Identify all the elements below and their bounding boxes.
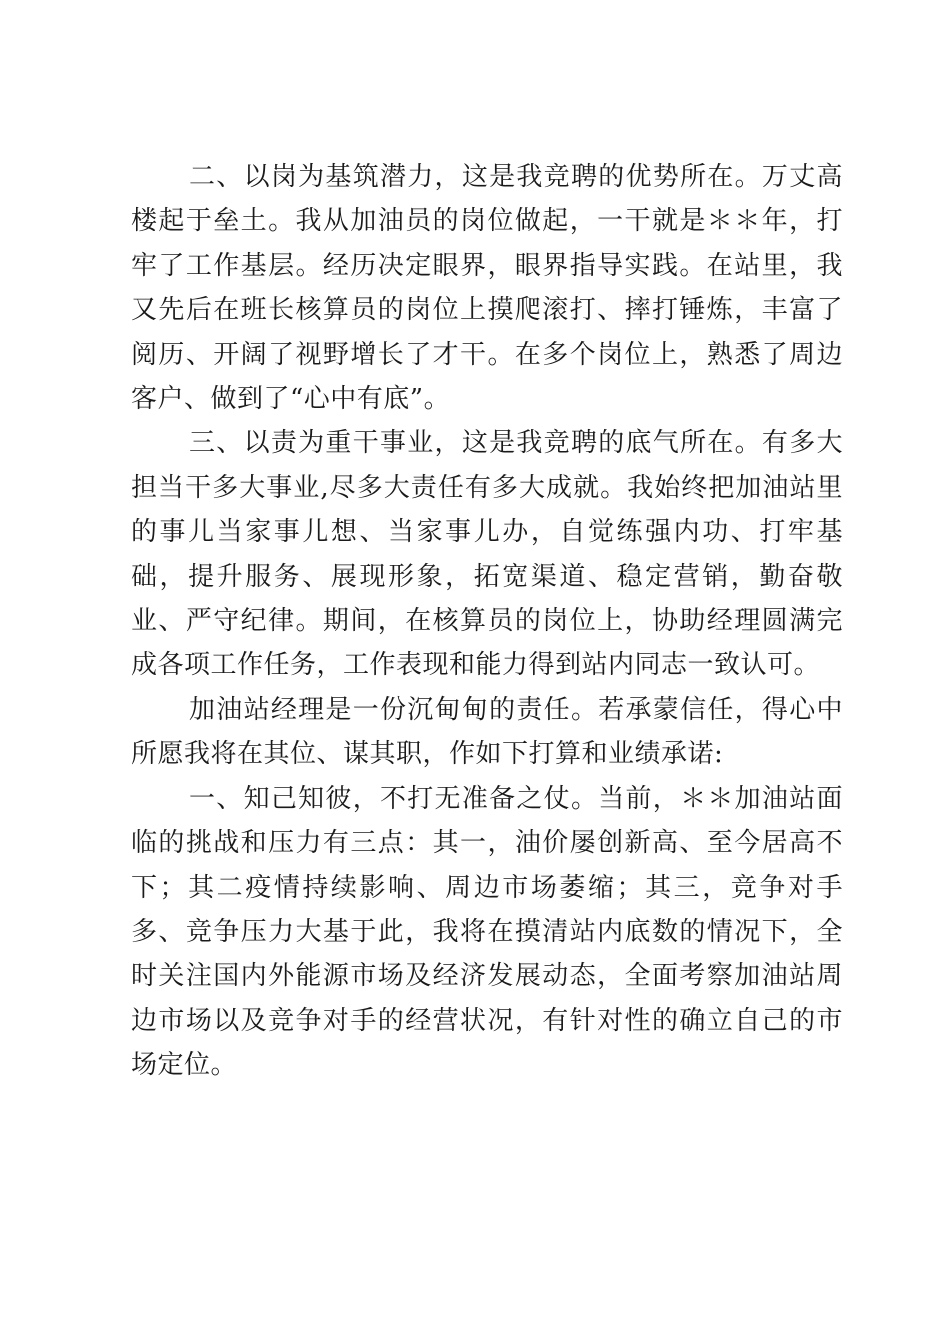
paragraph-commitment-intro: 加油站经理是一份沉甸甸的责任。若承蒙信任，得心中所愿我将在其位、谋其职，作如下打算和业绩承诺:: [131, 694, 843, 770]
paragraph-responsibility: 三、以责为重干事业，这是我竞聘的底气所在。有多大担当干多大事业,尽多大责任有多大成就。我始终把加油站里的事儿当家事儿想、当家事儿办，自觉练强内功、打牢基础，提升服务、展现形象，拓宽渠道、稳定营销，勤奋敬业、严守纪律。期间，在核算员的岗位上，协助经理圆满完成各项工作任务，工作表现和能力得到站内同志一致认可。: [131, 428, 843, 681]
document-body: [131, 155, 843, 1088]
paragraph-plan-one: 一、知己知彼，不打无准备之仗。当前，＊＊加油站面临的挑战和压力有三点：其一，油价屡创新高、至今居高不下；其二疫情持续影响、周边市场萎缩；其三，竞争对手多、竞争压力大基于此，我将在摸清站内底数的情况下，全时关注国内外能源市场及经济发展动态，全面考察加油站周边市场以及竞争对手的经营状况，有针对性的确立自己的市场定位。: [131, 783, 843, 1081]
paragraph-advantage: 二、以岗为基筑潜力，这是我竞聘的优势所在。万丈高楼起于垒土。我从加油员的岗位做起，一干就是＊＊年，打牢了工作基层。经历决定眼界，眼界指导实践。在站里，我又先后在班长核算员的岗位上摸爬滚打、摔打锤炼，丰富了阅历、开阔了视野增长了才干。在多个岗位上，熟悉了周边客户、做到了“心中有底”。: [131, 162, 843, 415]
